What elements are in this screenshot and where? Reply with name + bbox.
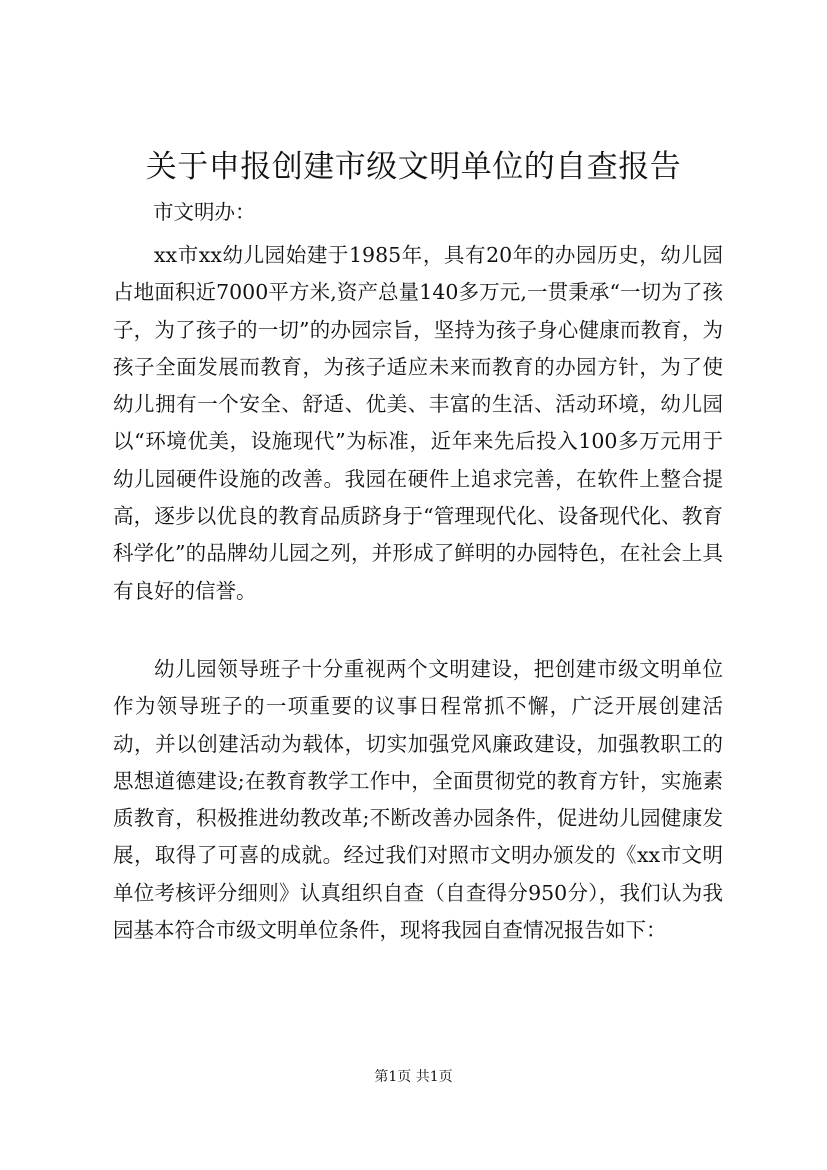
document-title: 关于申报创建市级文明单位的自查报告 [145,149,682,185]
salutation: 市文明办： [153,200,256,224]
paragraph-2: 幼儿园领导班子十分重视两个文明建设，把创建市级文明单位作为领导班子的一项重要的议事日程常抓不懈，广泛开展创建活动，并以创建活动为载体，切实加强党风廉政建设，加强教职工的思想道德建设;在教育教学工作中，全面贯彻党的教育方针，实施素质教育，积极推进幼教改革;不断改善办园条件，促进幼儿园健康发展，取得了可喜的成就。经过我们对照市文明办颁发的《xx市文明单位考核评分细则》认真组织自查（自查得分950分），我们认为我园基本符合市级文明单位条件，现将我园自查情况报告如下： [113,657,723,943]
page-number-footer: 第1页 共1页 [374,1069,453,1085]
paragraph-1: xx市xx幼儿园始建于1985年，具有20年的办园历史，幼儿园占地面积近7000平方米,资产总量140多万元,一贯秉承“一切为了孩子，为了孩子的一切”的办园宗旨，坚持为孩子身心健康而教育，为孩子全面发展而教育，为孩子适应未来而教育的办园方针，为了使幼儿拥有一个安全、舒适、优美、丰富的生活、活动环境，幼儿园以“环境优美，设施现代”为标准，近年来先后投入100多万元用于幼儿园硬件设施的改善。我园在硬件上追求完善，在软件上整合提高，逐步以优良的教育品质跻身于“管理现代化、设备现代化、教育科学化”的品牌幼儿园之列，并形成了鲜明的办园特色，在社会上具有良好的信誉。 [113,243,723,603]
